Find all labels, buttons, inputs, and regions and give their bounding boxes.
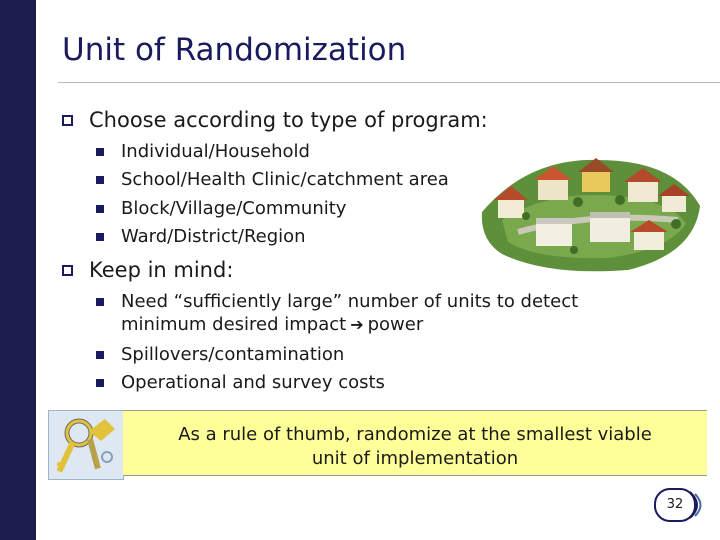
list-item — [96, 343, 344, 366]
list-item-line: Need “sufficiently large” number of units to detect — [121, 291, 579, 312]
bullet-square-icon — [96, 233, 104, 241]
bullet-choose-text: Choose according to type of program: — [89, 108, 488, 132]
list-item-line: minimum desired impact — [121, 314, 347, 335]
list-item-text: Operational and survey costs — [121, 372, 385, 393]
list-item — [96, 140, 310, 163]
keys-icon — [48, 410, 124, 480]
list-item-text: Block/Village/Community — [121, 198, 347, 219]
list-item-text: Ward/District/Region — [121, 226, 306, 247]
slide-title: Unit of Randomization — [62, 32, 407, 68]
list-item — [96, 168, 449, 191]
village-illustration — [478, 150, 704, 276]
list-item-text — [121, 290, 578, 336]
callout-box — [123, 410, 707, 476]
list-item-line: power — [367, 314, 424, 335]
bullet-square-icon — [96, 148, 104, 156]
right-arrow-icon: ➔ — [350, 315, 364, 334]
list-item-text: Spillovers/contamination — [121, 344, 345, 365]
list-item-text: School/Health Clinic/catchment area — [121, 169, 449, 190]
list-item — [96, 197, 346, 220]
list-item — [96, 371, 385, 394]
bullet-square-icon — [96, 379, 104, 387]
bullet-keep-text: Keep in mind: — [89, 258, 234, 282]
bullet-square-icon — [96, 298, 104, 306]
bullet-square-icon — [96, 176, 104, 184]
bullet-box-icon — [62, 115, 73, 126]
page-number: 32 — [654, 488, 696, 522]
callout-line: As a rule of thumb, randomize at the smallest viable — [178, 424, 652, 445]
title-divider — [58, 82, 720, 83]
left-sidebar-bar — [0, 0, 36, 540]
bullet-choose — [62, 108, 488, 132]
page-swirl-icon — [686, 488, 706, 522]
bullet-square-icon — [96, 351, 104, 359]
callout-line: unit of implementation — [311, 448, 519, 469]
bullet-square-icon — [96, 205, 104, 213]
list-item — [96, 290, 578, 336]
bullet-box-icon — [62, 265, 73, 276]
list-item — [96, 225, 306, 248]
list-item-text: Individual/Household — [121, 141, 310, 162]
bullet-keep-in-mind — [62, 258, 233, 282]
